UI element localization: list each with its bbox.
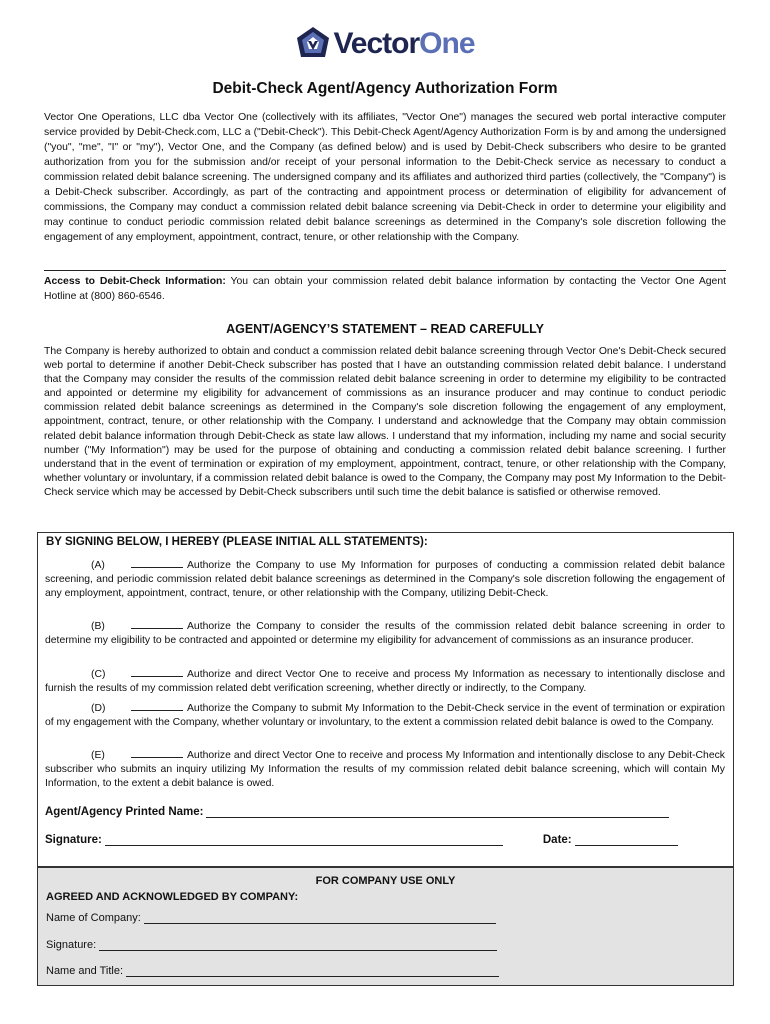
printed-name-label: Agent/Agency Printed Name: <box>45 806 204 818</box>
statement-paragraph: The Company is hereby authorized to obtain and conduct a commission related debit balance screening through Vector One's Debit-Check secured web portal to determine if another Debit-Check subscriber has posted that I have an outstanding commission related debit balance. I understand that the Company may consider the results of the commission related debit balance screening in order to determine my eligibility to be contracted and appointed or determine my eligibility for advancement of commissions as an insurance producer and may continue to conduct periodic commission related debit balance screenings as determined in the Company's sole discretion following the engagement of any employment, appointment, contract, tenure, or other relationship with the Company. I understand and acknowledge that the Company may obtain commission related debit balance information through Debit-Check as state law allows. I understand that my information, including my name and social security number ("My Information") may be used for the purpose of obtaining and conducting a commission related debit balance screening. I further understand that in the event of termination or expiration of my employment, appointment, contract, tenure, or other relationship with the Company, whether voluntary or involuntary, if a commission related debit balance is owed to the Company, the Company may post My Information to the Debit-Check service which may be accessed by Debit-Check subscribers until such time the debit balance is satisfied or otherwise removed. <box>44 346 726 498</box>
statement-item-c: (C) Authorize and direct Vector One to receive and process My Information as necessary to intentionally disclose and furnish the results of my commission related debt verification screening, whether directly or indirectly, to the Company. <box>45 666 725 696</box>
company-signature-field[interactable] <box>99 938 497 951</box>
access-text: You can obtain your commission related debit balance information by contacting the Vector One Agent Hotline at (800) 860-6546. <box>44 276 726 302</box>
statement-title: AGENT/AGENCY’S STATEMENT – READ CAREFULLY <box>226 322 544 336</box>
form-title: Debit-Check Agent/Agency Authorization Form <box>212 80 558 97</box>
company-signature-row <box>46 938 497 951</box>
signature-field[interactable] <box>105 833 503 846</box>
date-field[interactable] <box>575 833 678 846</box>
printed-name-row <box>45 805 669 818</box>
signature-row <box>45 833 678 846</box>
company-use-section <box>37 867 734 986</box>
company-name-title-field[interactable] <box>126 964 499 977</box>
statement-item-e: (E) Authorize and direct Vector One to receive and process My Information and intentionally disclose to any Debit-Check subscriber who submits an inquiry utilizing My Information the results of my commission related debit balance screening, which will contain My Information, to the extent a debit balance is owed. <box>45 747 725 792</box>
statement-item-a: (A) Authorize the Company to use My Information for purposes of conducting a commission related debit balance screening, and periodic commission related debit balance screenings as determined in the Company's sole discretion following the engagement of any employment, appointment, contract, tenure, or other relationship with the Company, utilizing Debit-Check. <box>45 557 725 602</box>
vectorone-logo <box>0 26 770 62</box>
statement-item-d: (D) Authorize the Company to submit My Information to the Debit-Check service in the event of termination or expiration of my engagement with the Company, whether voluntary or involuntary, to the extent a commission related debit balance is owed to the Company. <box>45 700 725 730</box>
company-use-title: FOR COMPANY USE ONLY <box>315 875 456 887</box>
initial-field-b[interactable] <box>131 618 183 629</box>
date-label: Date: <box>542 834 572 846</box>
company-name-label: Name of Company: <box>46 912 141 924</box>
company-name-row <box>46 911 496 924</box>
initial-field-d[interactable] <box>131 700 183 711</box>
initial-field-a[interactable] <box>131 557 183 568</box>
access-label: Access to Debit-Check Information: <box>44 276 226 287</box>
company-ack-heading: AGREED AND ACKNOWLEDGED BY COMPANY: <box>46 891 299 903</box>
signing-heading: BY SIGNING BELOW, I HEREBY (PLEASE INITIAL ALL STATEMENTS): <box>46 536 428 548</box>
vectorone-logo-icon <box>295 26 331 62</box>
access-paragraph <box>44 270 726 304</box>
company-name-title-label: Name and Title: <box>46 965 124 977</box>
company-signature-label: Signature: <box>46 939 97 951</box>
statement-item-b: (B) Authorize the Company to consider the results of the commission related debit balance screening in order to determine my eligibility to be contracted and appointed or determine my eligibility for advancement of commissions as an insurance producer. <box>45 618 725 648</box>
signing-section <box>37 532 734 867</box>
printed-name-field[interactable] <box>206 805 669 818</box>
signature-label: Signature: <box>45 834 102 846</box>
initial-field-c[interactable] <box>131 666 183 677</box>
logo-wordmark: VectorOne <box>333 27 475 60</box>
initial-field-e[interactable] <box>131 747 183 758</box>
intro-paragraph: Vector One Operations, LLC dba Vector One (collectively with its affiliates, "Vector One") manages the secured web portal interactive computer service provided by Debit-Check.com, LLC a ("Debit-Check"). This Debit-Check Agent/Agency Authorization Form is by and among the undersigned ("you", "me", "I" or "my"), Vector One, and the Company (as defined below) and is used by Debit-Check subscribers who desire to be granted authorization from you for the submission and/or receipt of your personal information to the Debit-Check service as necessary to conduct a commission related debit balance screening. The undersigned company and its affiliates and authorized third parties (collectively, the "Company") is a Debit-Check subscriber. Accordingly, as part of the contracting and appointment process or determination of eligibility for advancement of commissions, the Company may conduct a commission related debit balance screening via Debit-Check in order to determine your eligibility and may continue to conduct periodic commission related debit balance screenings as determined in the Company's sole discretion following the engagement of any employment, appointment, contract, tenure, or other relationship with the Company. <box>44 112 726 243</box>
company-name-field[interactable] <box>144 911 496 924</box>
company-name-title-row <box>46 964 499 977</box>
